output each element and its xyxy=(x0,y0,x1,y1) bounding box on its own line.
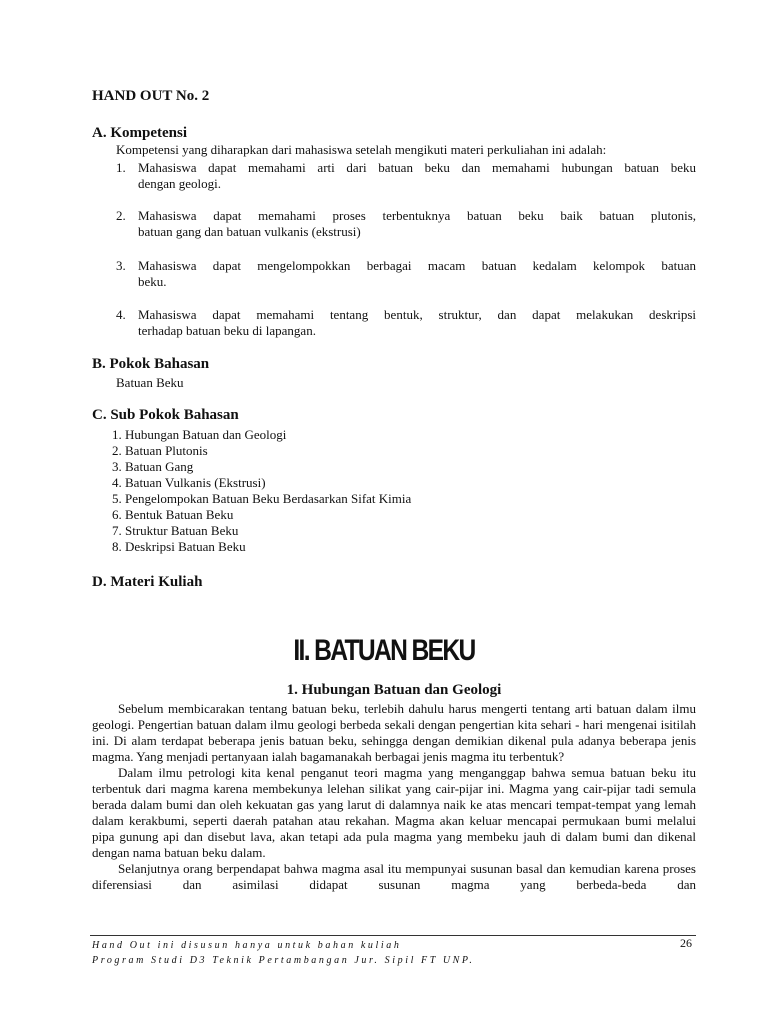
list-item: 7. Struktur Batuan Beku xyxy=(112,523,239,538)
competency-item xyxy=(116,160,696,192)
item-line: Mahasiswa dapat memahami arti dari batuan beku dan memahami hubungan batuan beku xyxy=(138,160,696,175)
section-b-text: Batuan Beku xyxy=(116,375,184,390)
list-item: 1. Hubungan Batuan dan Geologi xyxy=(112,427,287,442)
list-item: 4. Batuan Vulkanis (Ekstrusi) xyxy=(112,475,266,490)
competency-item xyxy=(116,208,696,240)
item-number: 3. xyxy=(116,258,126,273)
handout-title: HAND OUT No. 2 xyxy=(92,88,210,104)
section-d-heading: D. Materi Kuliah xyxy=(92,574,203,590)
sub-topic-list xyxy=(112,427,411,555)
competency-item xyxy=(116,258,696,290)
item-line: terhadap batuan beku di lapangan. xyxy=(138,323,316,338)
footer-line-1: Hand Out ini disusun hanya untuk bahan kuliah xyxy=(92,940,402,951)
page-number: 26 xyxy=(680,936,692,950)
footer-line-2: Program Studi D3 Teknik Pertambangan Jur. Sipil FT UNP. xyxy=(92,955,475,966)
item-number: 2. xyxy=(116,208,126,223)
footer-rule xyxy=(90,935,696,936)
item-number: 4. xyxy=(116,307,126,322)
body-text xyxy=(92,701,696,893)
item-line: Mahasiswa dapat mengelompokkan berbagai macam batuan kedalam kelompok batuan xyxy=(138,258,696,273)
list-item: 2. Batuan Plutonis xyxy=(112,443,208,458)
list-item: 3. Batuan Gang xyxy=(112,459,194,474)
chapter-title: II. BATUAN BEKU xyxy=(293,634,475,667)
competency-item xyxy=(116,307,696,339)
section-b-heading: B. Pokok Bahasan xyxy=(92,356,210,372)
section-a-heading: A. Kompetensi xyxy=(92,125,187,141)
item-number: 1. xyxy=(116,160,126,175)
section-a-intro: Kompetensi yang diharapkan dari mahasiswa setelah mengikuti materi perkuliahan ini adalah: xyxy=(116,142,607,157)
list-item: 6. Bentuk Batuan Beku xyxy=(112,507,234,522)
paragraph: Selanjutnya orang berpendapat bahwa magma asal itu mempunyai susunan basal dan kemudian karena proses diferensiasi dan asimilasi didapat susunan magma yang berbeda-beda dan xyxy=(92,861,696,892)
section-c-heading: C. Sub Pokok Bahasan xyxy=(92,407,239,423)
list-item: 8. Deskripsi Batuan Beku xyxy=(112,539,246,554)
item-line: batuan gang dan batuan vulkanis (ekstrusi) xyxy=(138,224,361,239)
item-line: Mahasiswa dapat memahami tentang bentuk, struktur, dan dapat melakukan deskripsi xyxy=(138,307,696,322)
list-item: 5. Pengelompokan Batuan Beku Berdasarkan Sifat Kimia xyxy=(112,491,412,506)
paragraph: Dalam ilmu petrologi kita kenal penganut teori magma yang menganggap bahwa semua batuan beku itu terbentuk dari magma karena membekunya lelehan silikat yang cair-pijar ini. Magma yang cair-pijar tadi semula berada dalam bumi dan oleh kekuatan gas yang larut di dalamnya naik ke atas mencari tempat-tempat yang lemah dalam kerakbumi, seperti daerah patahan atau rekahan. Magma akan keluar mencapai permukaan bumi melalui pipa gunung api dan disebut lava, akan tetapi ada pula magma yang membeku jauh di dalam bumi dan dikenal dengan nama batuan beku dalam. xyxy=(92,765,696,860)
item-line: dengan geologi. xyxy=(138,176,222,191)
item-line: Mahasiswa dapat memahami proses terbentuknya batuan beku baik batuan plutonis, xyxy=(138,208,696,223)
subsection-title: 1. Hubungan Batuan dan Geologi xyxy=(286,682,502,698)
item-line: beku. xyxy=(138,274,167,289)
paragraph: Sebelum membicarakan tentang batuan beku, terlebih dahulu harus mengerti tentang arti batuan dalam ilmu geologi. Pengertian batuan dalam ilmu geologi berbeda sekali dengan pengertian kita sehari - hari mengenai isitilah ini. Di alam terdapat beberapa jenis batuan beku, sehingga dengan demikian dikenal pula adanya beberapa jenis magma. Yang menjadi pertanyaan ialah bagamanakah berbagai jenis magma itu terbentuk? xyxy=(92,701,696,764)
